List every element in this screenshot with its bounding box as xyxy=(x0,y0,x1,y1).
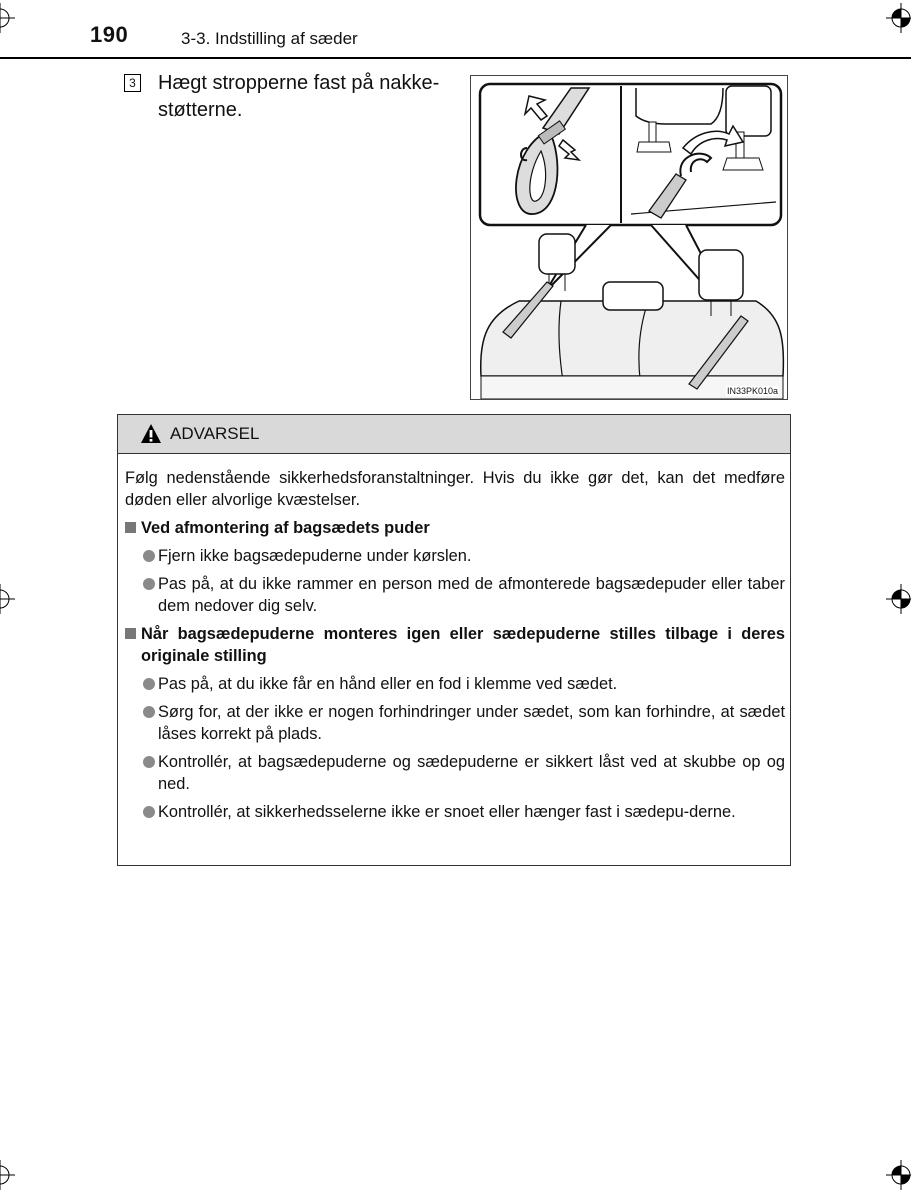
circle-bullet-icon xyxy=(143,678,155,690)
registration-mark-mid-right xyxy=(886,584,911,614)
warning-box xyxy=(117,414,791,866)
warning-body xyxy=(125,467,785,823)
registration-mark-bottom-right xyxy=(886,1160,911,1190)
warning-title: ADVARSEL xyxy=(170,424,260,443)
list-item: Kontrollér, at bagsædepuderne og sædepuderne er sikkert låst ved at skubbe op og ned. xyxy=(125,751,785,795)
section-heading-removal: Ved afmontering af bagsædets puder xyxy=(125,517,785,539)
list-item: Pas på, at du ikke får en hånd eller en fod i klemme ved sædet. xyxy=(125,673,785,695)
figure-code: IN33PK010a xyxy=(727,386,779,396)
warning-header xyxy=(118,415,790,454)
list-item: Kontrollér, at sikkerhedsselerne ikke er snoet eller hænger fast i sædepu-derne. xyxy=(125,801,785,823)
step-text-line-2: støtterne. xyxy=(158,99,243,121)
warning-triangle-icon xyxy=(140,423,162,450)
registration-mark-top-right xyxy=(886,3,911,33)
circle-bullet-icon xyxy=(143,806,155,818)
circle-bullet-icon xyxy=(143,706,155,718)
page-number: 190 xyxy=(90,22,129,47)
section-heading-reinstall: Når bagsædepuderne monteres igen eller sædepuderne stilles tilbage i deres originale stilling xyxy=(125,623,785,667)
list-item: Pas på, at du ikke rammer en person med de afmonterede bagsædepuder eller taber dem nedover dig selv. xyxy=(125,573,785,617)
header-rule xyxy=(0,57,911,59)
list-item: Sørg for, at der ikke er nogen forhindringer under sædet, som kan forhindre, at sædet låses korrekt på plads. xyxy=(125,701,785,745)
circle-bullet-icon xyxy=(143,756,155,768)
section-title: 3-3. Indstilling af sæder xyxy=(181,29,358,48)
registration-mark-mid-left xyxy=(0,584,15,614)
list-item: Fjern ikke bagsædepuderne under kørslen. xyxy=(125,545,785,567)
warning-intro: Følg nedenstående sikkerhedsforanstaltninger. Hvis du ikke gør det, kan det medføre døden eller alvorlige kvæstelser. xyxy=(125,469,785,509)
circle-bullet-icon xyxy=(143,578,155,590)
registration-mark-top-left xyxy=(0,3,15,33)
square-bullet-icon xyxy=(125,628,136,639)
registration-mark-bottom-left xyxy=(0,1160,15,1190)
step-text-line-1: Hægt stropperne fast på nakke- xyxy=(158,72,440,94)
step-number-badge: 3 xyxy=(124,74,141,92)
seat-strap-illustration xyxy=(470,75,788,400)
step-text xyxy=(158,70,458,124)
circle-bullet-icon xyxy=(143,550,155,562)
square-bullet-icon xyxy=(125,522,136,533)
